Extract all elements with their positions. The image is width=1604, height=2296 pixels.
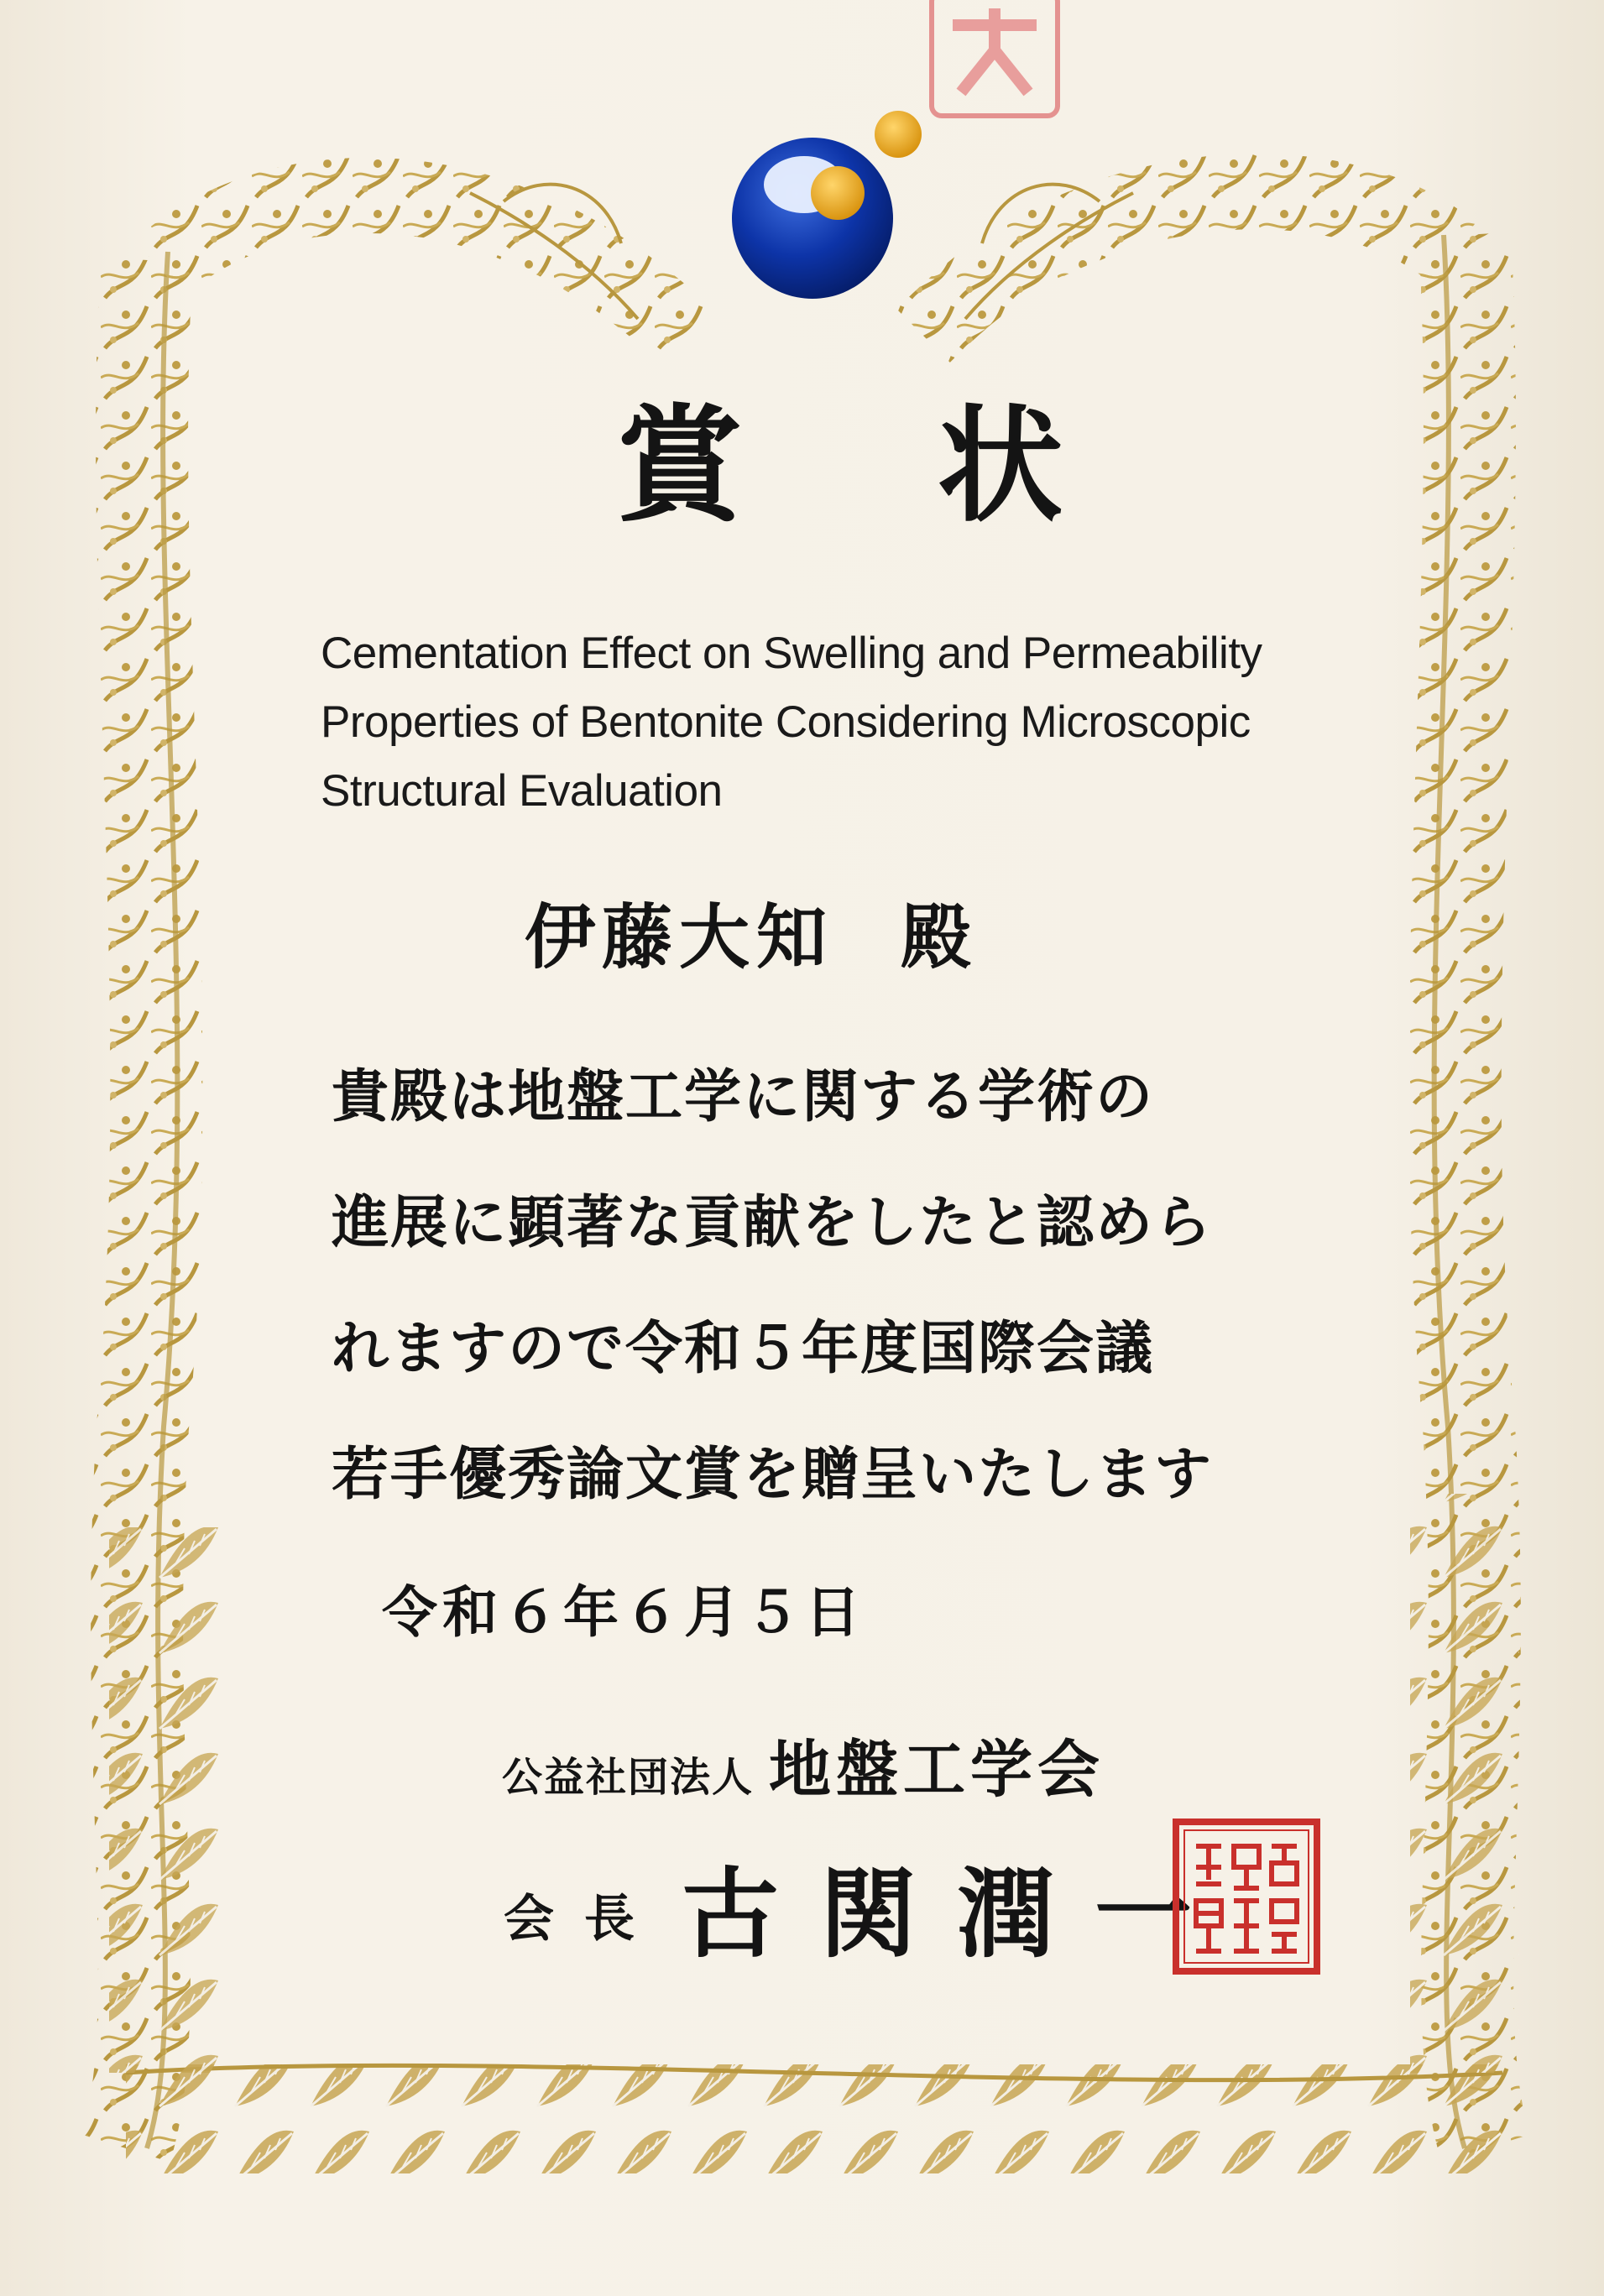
recipient-honorific: 殿 xyxy=(901,895,979,978)
paper-title-line-2: Properties of Bentonite Considering Microscopic xyxy=(321,697,1251,747)
president-name: 古関潤一 xyxy=(682,1857,1232,1971)
award-date: 令和６年６月５日 xyxy=(382,1579,865,1645)
organization-type: 公益社団法人 xyxy=(502,1754,755,1801)
award-statement xyxy=(332,1034,1356,1537)
award-statement-line-4: 若手優秀論文賞を贈呈いたします xyxy=(332,1441,1214,1508)
jgs-logo-sphere-icon xyxy=(730,109,932,302)
president-role: 会長 xyxy=(504,1890,665,1949)
paper-title xyxy=(321,619,1361,826)
paper-title-line-3: Structural Evaluation xyxy=(321,766,723,816)
recipient-name: 伊藤大知 xyxy=(525,895,834,978)
president-signature-line xyxy=(504,1836,1232,1976)
award-statement-line-1: 貴殿は地盤工学に関する学術の xyxy=(332,1063,1155,1130)
award-statement-line-2: 進展に顕著な貢献をしたと認めら xyxy=(332,1189,1214,1256)
top-stamp-icon xyxy=(927,0,1062,122)
organization xyxy=(502,1720,1105,1809)
award-statement-line-3: れますので令和５年度国際会議 xyxy=(332,1315,1155,1382)
organization-name: 地盤工学会 xyxy=(769,1734,1105,1806)
certificate-title: 賞 状 xyxy=(616,392,1139,540)
paper-title-line-1: Cementation Effect on Swelling and Permeability xyxy=(321,629,1262,678)
recipient xyxy=(525,881,978,983)
official-seal-icon xyxy=(1171,1817,1322,1976)
